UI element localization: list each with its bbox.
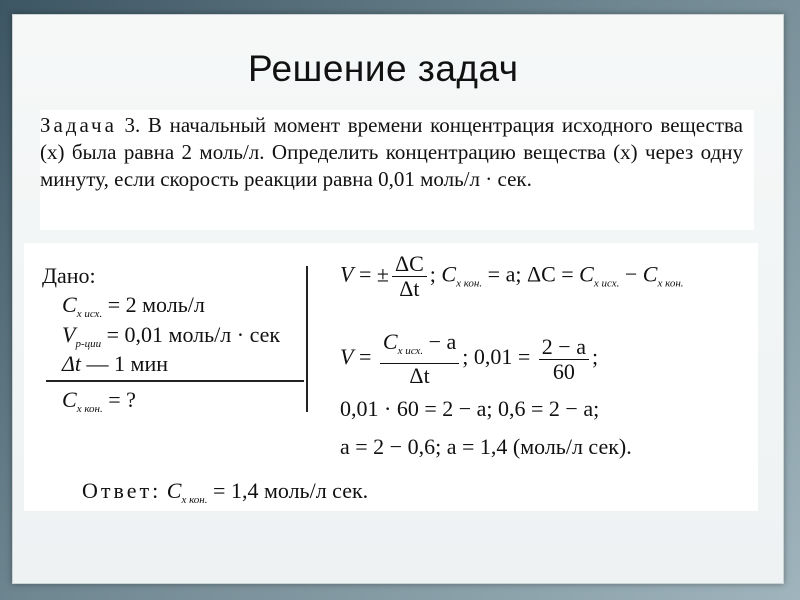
solution-line-4: a = 2 − 0,6; a = 1,4 (моль/л сек).: [340, 434, 632, 459]
given-c-init: $C_{x исх.} = 2$ моль/л: [62, 292, 205, 320]
solution-line-2: V = $\frac{C_{x исх.} - a}{\Delta t}$ ; 0,01 = $\frac{2 - a}{60}$ ;: [340, 329, 599, 388]
given-rate: $V_{р-ции} = 0,01$ моль/л · сек: [62, 322, 281, 350]
solution-line-1: V = ± $\frac{\Delta C}{\Delta t}$ ; $C_{x кон.} = a$; $\Delta C = C_{x исх.} - C_{x кон.}$: [340, 251, 684, 301]
task-text: [40, 112, 743, 193]
slide-title: Решение задач: [248, 48, 519, 89]
task-label: Задача: [40, 113, 117, 137]
given-heading: Дано:: [42, 263, 96, 288]
given-divider: [46, 380, 304, 382]
given-separator: [306, 266, 308, 412]
given-time: Δt — 1 мин: [62, 351, 168, 376]
solution-line-3: 0,01 · 60 = 2 − a; 0,6 = 2 − a;: [340, 396, 600, 421]
given-find: $C_{x кон.}$ = ?: [62, 387, 136, 415]
task-body: 3. В начальный момент времени концентрация исходного вещества (x) была равна 2 моль/л. Определить концентрацию вещества (x) через одну минуту, если скорость реакции равна 0,01 моль/л · сек.: [40, 113, 743, 191]
answer-line: Ответ: $C_{x кон.} = 1,4$ моль/л сек.: [82, 478, 369, 506]
